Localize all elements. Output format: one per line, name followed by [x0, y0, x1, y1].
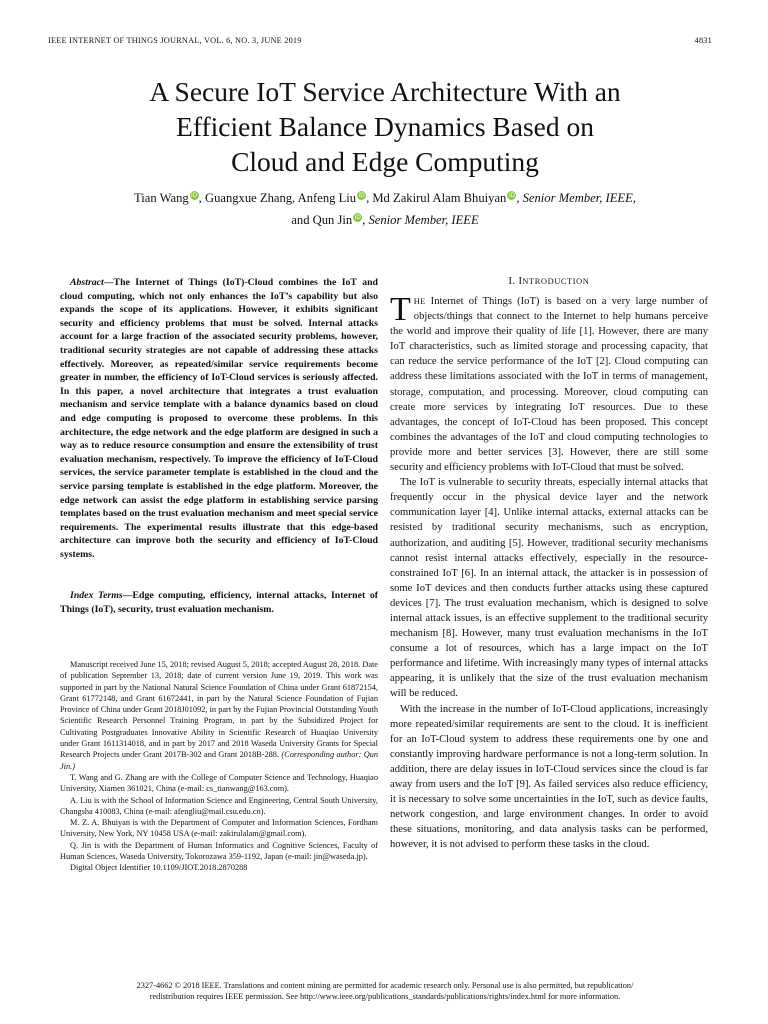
- author-line-1: [40, 187, 730, 209]
- footnote-affiliation: M. Z. A. Bhuiyan is with the Department of Computer and Information Sciences, Fordham University, New York, NY 10458 USA (e-mail: zakirulalam@gmail.com).: [60, 818, 378, 839]
- section-heading: [390, 276, 708, 287]
- section-number: I.: [508, 276, 519, 287]
- footnote-affiliation: A. Liu is with the School of Information Science and Engineering, Central South University, Changsha 410083, China (e-mail: afengliu@mail.csu.edu.cn).: [60, 795, 378, 816]
- author-name: Tian Wang: [134, 191, 189, 205]
- page-number: 4831: [694, 36, 712, 45]
- section-title-rest: NTRODUCTION: [522, 277, 590, 286]
- orcid-icon[interactable]: iD: [354, 214, 361, 221]
- title-line-1: A Secure IoT Service Architecture With an: [149, 76, 621, 107]
- orcid-icon[interactable]: iD: [508, 192, 515, 199]
- paragraph: The IoT is vulnerable to security threats, especially internal attacks that frequently occur in the physical device layer and the network communication layer [4]. Unlike internal attacks, external attacks can be resisted by traditional security mechanisms, such as encryption, authorization, and auditing [5]. However, traditional security mechanisms cannot resist internal attacks effectively, especially in the resource-constrained IoT [6]. In an internal attack, the attacker is in possession of some IoT devices and then conducts further attacks using these captured devices [7]. The trust evaluation mechanism, which is designed to solve internal attack issues, is an effective supplement to the traditional security mechanism [8]. However, many trust evaluation mechanisms in the IoT consume a lot of resources, which has a large impact on the IoT performance and lifetime. With increasingly many types of internal attacks appearing, it is unlikely that the size of the trust evaluation mechanism will be reduced.: [390, 477, 708, 700]
- author-line-2: [40, 209, 730, 231]
- drop-cap: T: [390, 291, 411, 328]
- footnote: [60, 659, 378, 874]
- footnote-manuscript-text: Manuscript received June 15, 2018; revised August 5, 2018; accepted August 28, 2018. Date of publication September 13, 2018; date of current version June 19, 2019. This work was supported in part by the National Natural Science Foundation of China under Grant 61872154, Grant 61772148, and Grant 61672441, in part by the Natural Science Foundation of Fujian Province of China under Grant 2018J01092, in part by the Fujian Provincial Outstanding Youth Scientific Research Personnel Training Program, in part by the Subsidized Project for Cultivating Postgraduates Innovative Ability in Scientific Research of Huaqiao University under Grant 1611314018, and in part by 2017 and 2018 Waseda University Grants for Special Research Projects under Grant 2017B-302 and Grant 2018B-288.: [60, 660, 378, 760]
- paragraph: With the increase in the number of IoT-Cloud applications, increasingly more repeated/similar requirements are sent to the cloud. It is inefficient for an IoT-Cloud system to address these requirements one by one and constantly improving hardware performance is not a long-term solution. In addition, there are delay issues in IoT-Cloud services since the cloud is far away from users and the IoT [9]. As failed services also reduce efficiency, it is necessary to solve some uncertainties in the IoT, such as device faults, network congestion, and large environment changes. In order to avoid these situations, monitoring, and data analysis tasks can be performed, however, it is not advised to perform these tasks in the cloud.: [390, 703, 708, 851]
- footnote-affiliation: T. Wang and G. Zhang are with the College of Computer Science and Technology, Huaqiao University, Xiamen 361021, China (e-mail: cs_tianwang@163.com).: [60, 772, 378, 794]
- abstract-text: —The Internet of Things (IoT)-Cloud combines the IoT and cloud computing, which not only enhances the IoT’s capability but also expands the scope of its applications. However, it exhibits significant security and efficiency problems that must be solved. Internal attacks account for a large fraction of the associated security problems, however, traditional security strategies are not capable of addressing these attacks effectively. Moreover, as repeated/similar service requirements become greater in number, the efficiency of IoT-Cloud services is seriously affected. In this paper, a novel architecture that integrates a trust evaluation mechanism and service template with a balance dynamics based on cloud and edge computing is proposed to overcome these problems. In this architecture, the edge network and the edge platform are designed in such a way as to reduce resource consumption and ensure the extensibility of trust evaluation mechanism, respectively. To improve the efficiency of IoT-Cloud services, the service parameter template is established in the cloud and the service parsing template is established in the edge platform. Moreover, the edge network can assist the edge platform in establishing service parsing templates based on the trust evaluation mechanism and meet special service requirements. The experimental results illustrate that this edge-based architecture can improve both the security and efficiency of IoT-Cloud systems.: [60, 277, 378, 560]
- section-title-initial: I: [518, 276, 523, 287]
- footnote-manuscript: [60, 659, 378, 772]
- title-line-2: Efficient Balance Dynamics Based on: [176, 111, 594, 142]
- paragraph: [390, 291, 708, 475]
- first-word: HE: [413, 297, 426, 306]
- copyright-notice: [40, 980, 730, 1003]
- paragraph-text: Internet of Things (IoT) is based on a very large number of objects/things that connect to the Internet to help humans perceive the world and improve their quality of life [1]. However, there are many IoT characteristics, such as limited storage and processing capacity, that can reduce the service performance of the IoT [2]. Cloud computing can address these limitations associated with the IoT in terms of management, storage, computation, and processing. Moreover, cloud computing can create more services by integrating IoT resources. Due to these advantages, the concept of IoT-Cloud has been proposed. This concept combines the advantages of the IoT and cloud computing technologies to provide more and better services [3]. However, there are still some security and efficiency problems with IoT-Cloud that must be solved.: [390, 296, 708, 474]
- introduction-body: [390, 291, 708, 852]
- orcid-icon[interactable]: iD: [358, 192, 365, 199]
- journal-name: IEEE INTERNET OF THINGS JOURNAL, VOL. 6, NO. 3, JUNE 2019: [48, 36, 302, 45]
- doi[interactable]: Digital Object Identifier 10.1109/JIOT.2018.2870288: [70, 863, 248, 873]
- author-role: , Senior Member, IEEE,: [516, 191, 636, 205]
- copyright-line-2: redistribution requires IEEE permission. See http://www.ieee.org/publications_standards/publications/rights/index.html for more information.: [149, 992, 621, 1002]
- index-terms: [60, 589, 378, 616]
- orcid-icon[interactable]: iD: [191, 192, 198, 199]
- corresponding-author: (Corresponding author: Qun Jin.): [60, 750, 378, 771]
- index-terms-text: —Edge computing, efficiency, internal attacks, Internet of Things (IoT), security, trust evaluation mechanism.: [60, 590, 378, 615]
- abstract: [60, 276, 378, 561]
- author-role: , Senior Member, IEEE: [362, 213, 479, 227]
- abstract-label: Abstract: [70, 277, 104, 288]
- index-terms-label: Index Terms: [70, 590, 123, 601]
- copyright-line-1: 2327-4662 © 2018 IEEE. Translations and content mining are permitted for academic research only. Personal use is also permitted, but republication/: [136, 981, 634, 990]
- title-line-3: Cloud and Edge Computing: [231, 146, 539, 177]
- paper-title: [40, 74, 730, 179]
- running-header: [48, 36, 712, 50]
- author-name: , Md Zakirul Alam Bhuiyan: [366, 191, 507, 205]
- author-name: , Guangxue Zhang, Anfeng Liu: [198, 191, 357, 205]
- author-name: and Qun Jin: [291, 213, 353, 227]
- author-list: [40, 187, 730, 231]
- footnote-affiliation: Q. Jin is with the Department of Human Informatics and Cognitive Sciences, Faculty of Human Sciences, Waseda University, Tokorozawa 359-1192, Japan (e-mail: jin@waseda.jp).: [60, 840, 378, 862]
